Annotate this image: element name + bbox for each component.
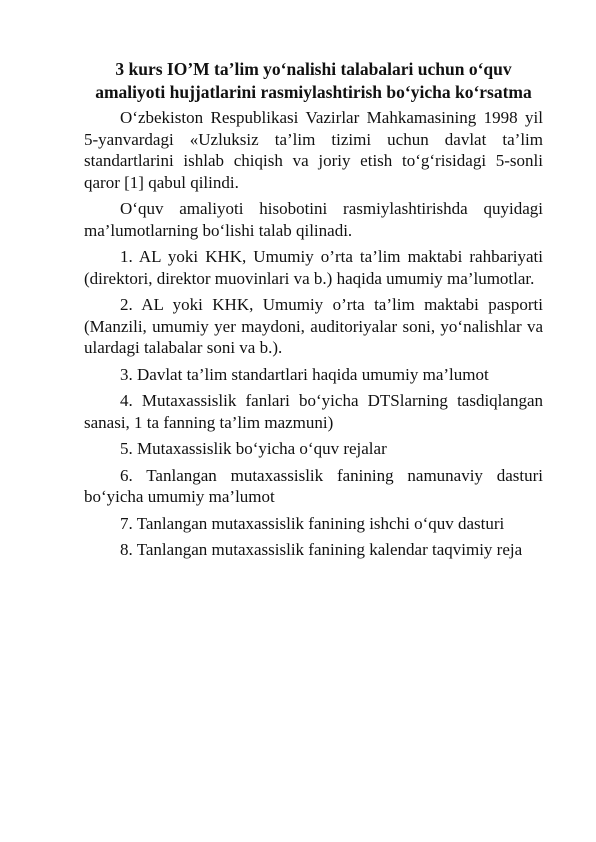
paragraph-requirements: O‘quv amaliyoti hisobotini rasmiylashtirishda quyidagi ma’lumotlarning bo‘lishi talab qilinadi. (84, 199, 543, 240)
list-item-8: 8. Tanlangan mutaxassislik fanining kalendar taqvimiy reja (120, 540, 523, 559)
paragraph-intro: O‘zbekiston Respublikasi Vazirlar Mahkamasining 1998 yil 5-yanvardagi «Uzluksiz ta’lim tizimi uchun davlat ta’lim standartlarini ishlab chiqish va joriy etish to‘g‘risidagi 5-sonli qaror [1] qabul qilindi. (84, 108, 543, 192)
list-item-5: 5. Mutaxassislik bo‘yicha o‘quv rejalar (120, 439, 387, 458)
list-item-7: 7. Tanlangan mutaxassislik fanining ishchi o‘quv dasturi (120, 513, 505, 533)
list-item-6: 6. Tanlangan mutaxassislik fanining namunaviy dasturi bo‘yicha umumiy ma’lumot (84, 465, 543, 506)
list-item-4: 4. Mutaxassislik fanlari bo‘yicha DTSlarning tasdiqlangan sanasi, 1 ta fanning ta’lim mazmuni) (84, 391, 543, 432)
document-title: 3 kurs IO’M ta’lim yo‘nalishi talabalari uchun o‘quv amaliyoti hujjatlarini rasmiylashtirish bo‘yicha ko‘rsatma (95, 59, 532, 102)
list-item-1: 1. AL yoki KHK, Umumiy o’rta ta’lim maktabi rahbariyati (direktori, direktor muovinlari va b.) haqida umumiy ma’lumotlar. (84, 247, 543, 288)
list-item-2: 2. AL yoki KHK, Umumiy o’rta ta’lim maktabi pasporti (Manzili, umumiy yer maydoni, auditoriyalar soni, yo‘nalishlar va ulardagi talabalar soni va b.). (84, 295, 543, 357)
list-item-3: 3. Davlat ta’lim standartlari haqida umumiy ma’lumot (120, 364, 489, 384)
document-page (84, 58, 543, 566)
